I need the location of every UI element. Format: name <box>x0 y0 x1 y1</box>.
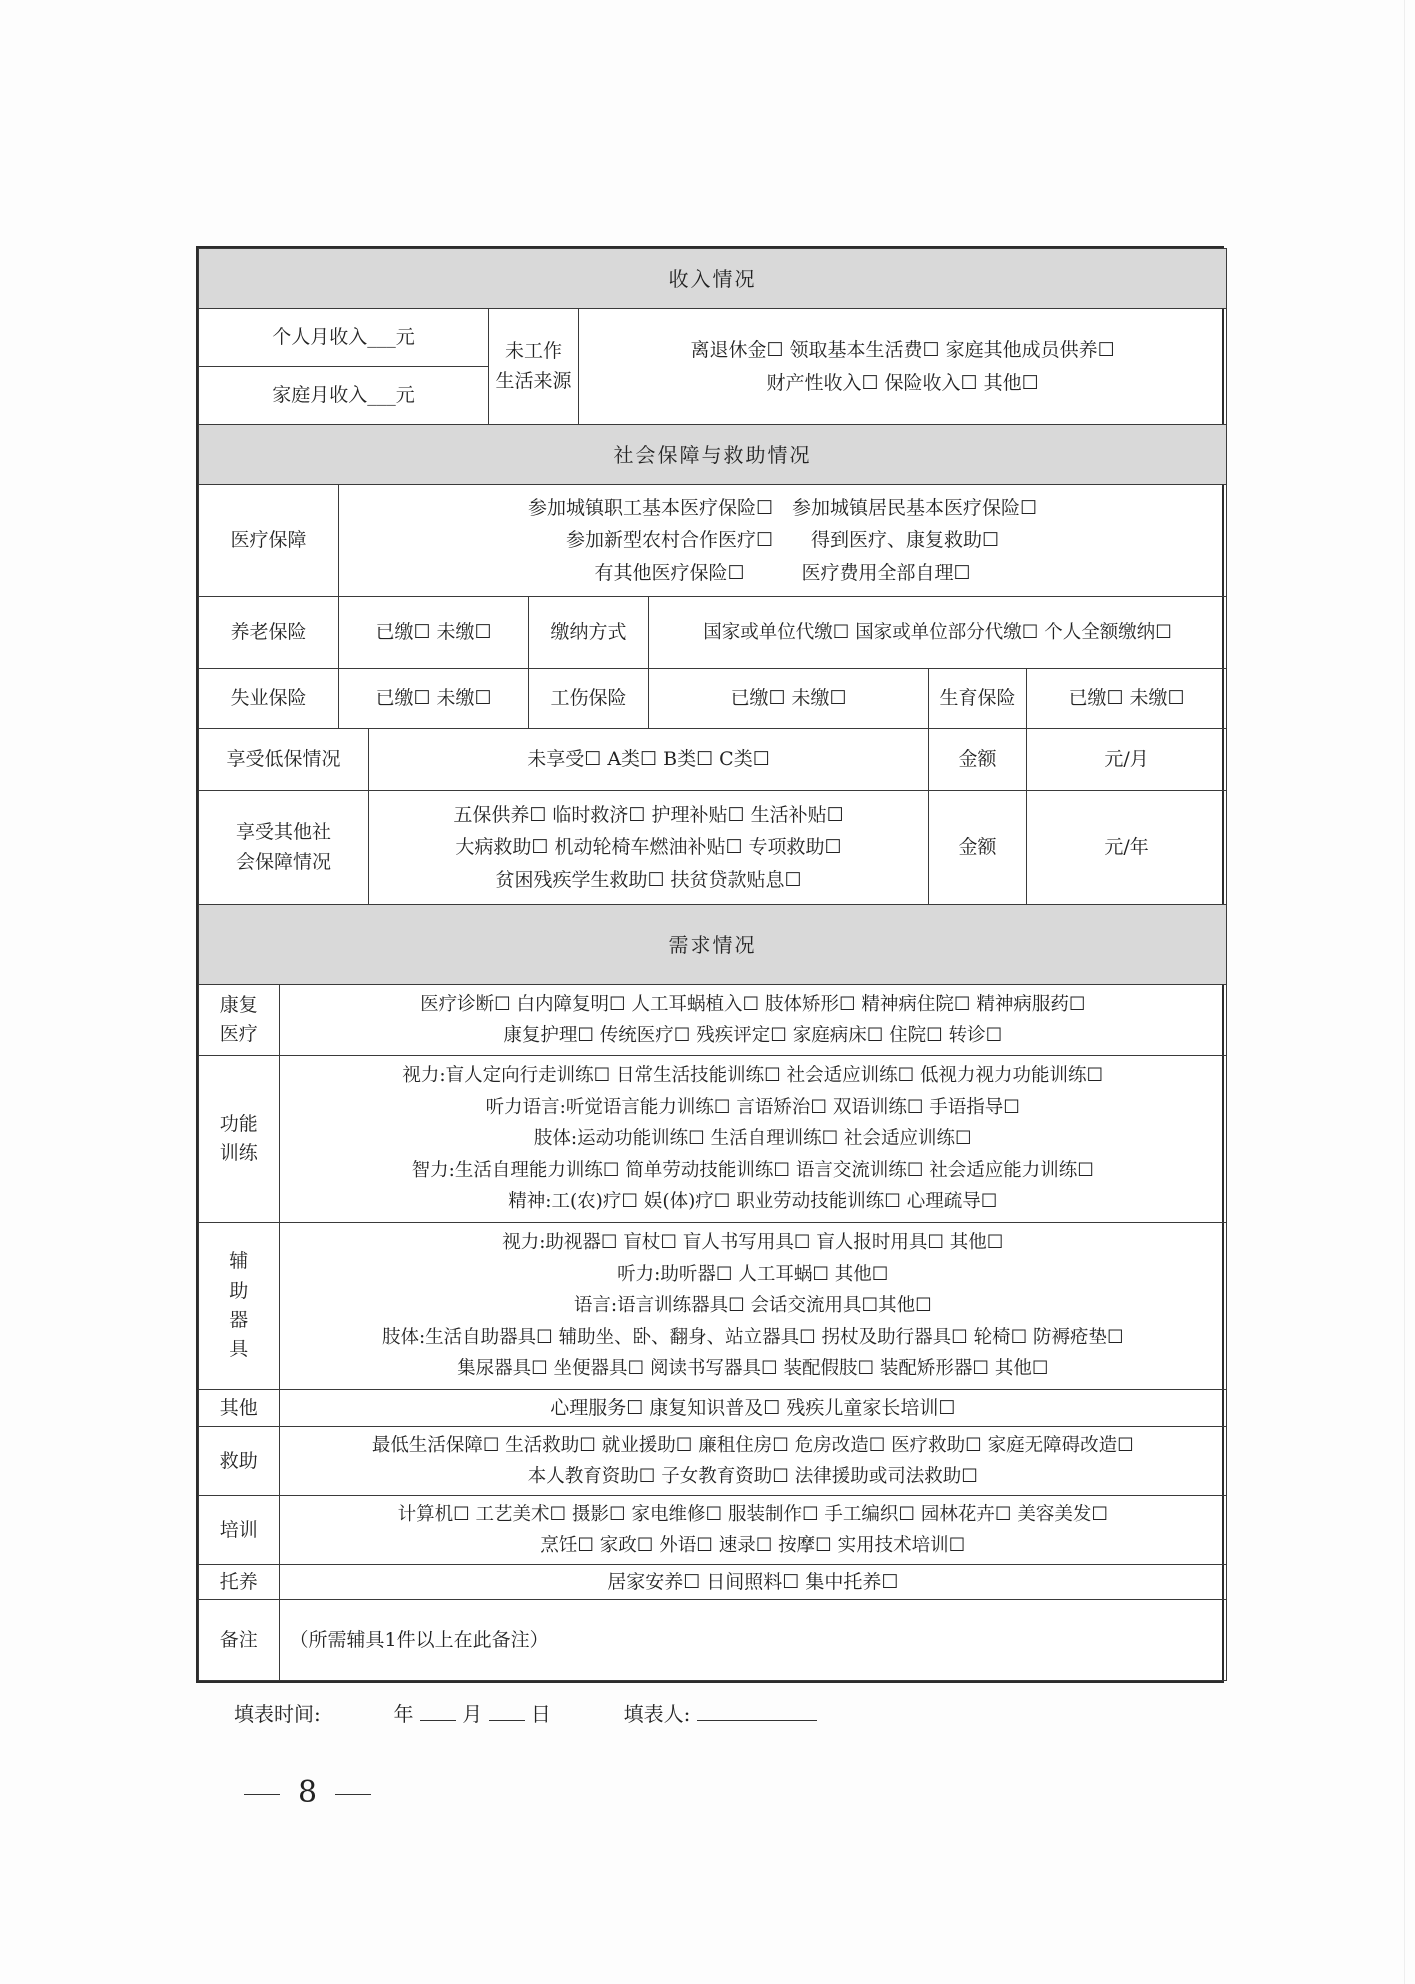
other-social-security-options[interactable]: 五保供养☐ 临时救济☐ 护理补贴☐ 生活补贴☐ 大病救助☐ 机动轮椅车燃油补贴☐ 专项救助☐ 贫困残疾学生救助☐ 扶贫贷款贴息☐ <box>369 791 929 905</box>
rehab-medical-options[interactable]: 医疗诊断☐ 白内障复明☐ 人工耳蜗植入☐ 肢体矫形☐ 精神病住院☐ 精神病服药☐ 康复护理☐ 传统医疗☐ 残疾评定☐ 家庭病床☐ 住院☐ 转诊☐ <box>420 993 1086 1046</box>
injury-status[interactable]: 已缴☐ 未缴☐ <box>649 669 929 729</box>
dibao-options[interactable]: 未享受☐ A类☐ B类☐ C类☐ <box>369 729 929 791</box>
unemployment-status[interactable]: 已缴☐ 未缴☐ <box>339 669 529 729</box>
page-dash-right <box>335 1794 371 1795</box>
aid-label: 救助 <box>199 1427 279 1495</box>
pension-label: 养老保险 <box>199 597 339 669</box>
assistive-devices-options[interactable]: 视力:助视器☐ 盲杖☐ 盲人书写用具☐ 盲人报时用具☐ 其他☐ 听力:助听器☐ 人工耳蜗☐ 其他☐ 语言:语言训练器具☐ 会话交流用具☐其他☐ 肢体:生活自助器具☐ 辅助坐、卧、翻身、站立器具☐ 拐杖及助行器具☐ 轮椅☐ 防褥疮垫☐ 集尿器具☐ 坐便器具☐ 阅读书写器具☐ 装配假肢☐ 装配矫形器☐ 其他☐ <box>381 1232 1124 1380</box>
other-needs-options[interactable]: 心理服务☐ 康复知识普及☐ 残疾儿童家长培训☐ <box>550 1396 956 1419</box>
unemployment-label: 失业保险 <box>199 669 339 729</box>
dibao-label: 享受低保情况 <box>199 729 369 791</box>
assistive-devices-label: 辅 助 器 具 <box>199 1223 279 1389</box>
dibao-amount-label: 金额 <box>929 729 1027 791</box>
income-section-header: 收入情况 <box>199 249 1227 309</box>
injury-label: 工伤保险 <box>529 669 649 729</box>
other-amount-unit[interactable]: 元/年 <box>1027 791 1227 905</box>
function-training-options[interactable]: 视力:盲人定向行走训练☐ 日常生活技能训练☐ 社会适应训练☐ 低视力视力功能训练☐ 听力语言:听觉语言能力训练☐ 言语矫治☐ 双语训练☐ 手语指导☐ 肢体:运动功能训练☐ 生活自理训练☐ 社会适应训练☐ 智力:生活自理能力训练☐ 简单劳动技能训练☐ 语言交流训练☐ 社会适应能力训练☐ 精神:工(农)疗☐ 娱(体)疗☐ 职业劳动技能训练☐ 心理疏导☐ <box>402 1065 1104 1213</box>
page-number: 8 <box>226 1775 389 1810</box>
survey-form <box>196 246 1224 1683</box>
care-label: 托养 <box>199 1565 279 1599</box>
needs-section-header: 需求情况 <box>199 905 1227 985</box>
page-dash-left <box>244 1794 280 1795</box>
pension-status[interactable]: 已缴☐ 未缴☐ <box>339 597 529 669</box>
remarks-field[interactable]: （所需辅具1件以上在此备注） <box>289 1628 549 1651</box>
remarks-label: 备注 <box>199 1600 279 1680</box>
maternity-label: 生育保险 <box>929 669 1027 729</box>
rehab-medical-label: 康复 医疗 <box>199 985 279 1055</box>
medical-insurance-label: 医疗保障 <box>199 485 339 597</box>
family-monthly-income[interactable]: 家庭月收入___元 <box>199 367 489 425</box>
social-section-header: 社会保障与救助情况 <box>199 425 1227 485</box>
other-needs-label: 其他 <box>199 1390 279 1426</box>
dibao-amount-unit[interactable]: 元/月 <box>1027 729 1227 791</box>
unemployed-source-label: 未工作 生活来源 <box>489 309 579 425</box>
care-options[interactable]: 居家安养☐ 日间照料☐ 集中托养☐ <box>607 1570 899 1593</box>
day-blank[interactable] <box>489 1702 525 1721</box>
aid-options[interactable]: 最低生活保障☐ 生活救助☐ 就业援助☐ 廉租住房☐ 危房改造☐ 医疗救助☐ 家庭无障碍改造☐ 本人教育资助☐ 子女教育资助☐ 法律援助或司法救助☐ <box>371 1434 1134 1487</box>
filler-label: 填表人: <box>623 1702 691 1726</box>
payment-method-label: 缴纳方式 <box>529 597 649 669</box>
fill-time-label: 填表时间: <box>234 1702 321 1726</box>
payment-method-options[interactable]: 国家或单位代缴☐ 国家或单位部分代缴☐ 个人全额缴纳☐ <box>649 597 1227 669</box>
medical-insurance-options[interactable]: 参加城镇职工基本医疗保险☐ 参加城镇居民基本医疗保险☐ 参加新型农村合作医疗☐ 得到医疗、康复救助☐ 有其他医疗保险☐ 医疗费用全部自理☐ <box>339 485 1227 597</box>
filler-blank[interactable] <box>697 1702 817 1721</box>
personal-monthly-income[interactable]: 个人月收入___元 <box>199 309 489 367</box>
income-source-options[interactable]: 离退休金☐ 领取基本生活费☐ 家庭其他成员供养☐ 财产性收入☐ 保险收入☐ 其他☐ <box>579 309 1227 425</box>
month-blank[interactable] <box>420 1702 456 1721</box>
fill-info-line <box>234 1698 817 1727</box>
year-label: 年 <box>393 1702 414 1726</box>
day-label: 日 <box>530 1702 551 1726</box>
function-training-label: 功能 训练 <box>199 1056 279 1222</box>
other-social-security-label: 享受其他社 会保障情况 <box>199 791 369 905</box>
training-options[interactable]: 计算机☐ 工艺美术☐ 摄影☐ 家电维修☐ 服装制作☐ 手工编织☐ 园林花卉☐ 美容美发☐ 烹饪☐ 家政☐ 外语☐ 速录☐ 按摩☐ 实用技术培训☐ <box>397 1503 1108 1556</box>
maternity-status[interactable]: 已缴☐ 未缴☐ <box>1027 669 1227 729</box>
other-amount-label: 金额 <box>929 791 1027 905</box>
scan-edge <box>1404 0 1405 1984</box>
month-label: 月 <box>462 1702 483 1726</box>
training-label: 培训 <box>199 1496 279 1564</box>
